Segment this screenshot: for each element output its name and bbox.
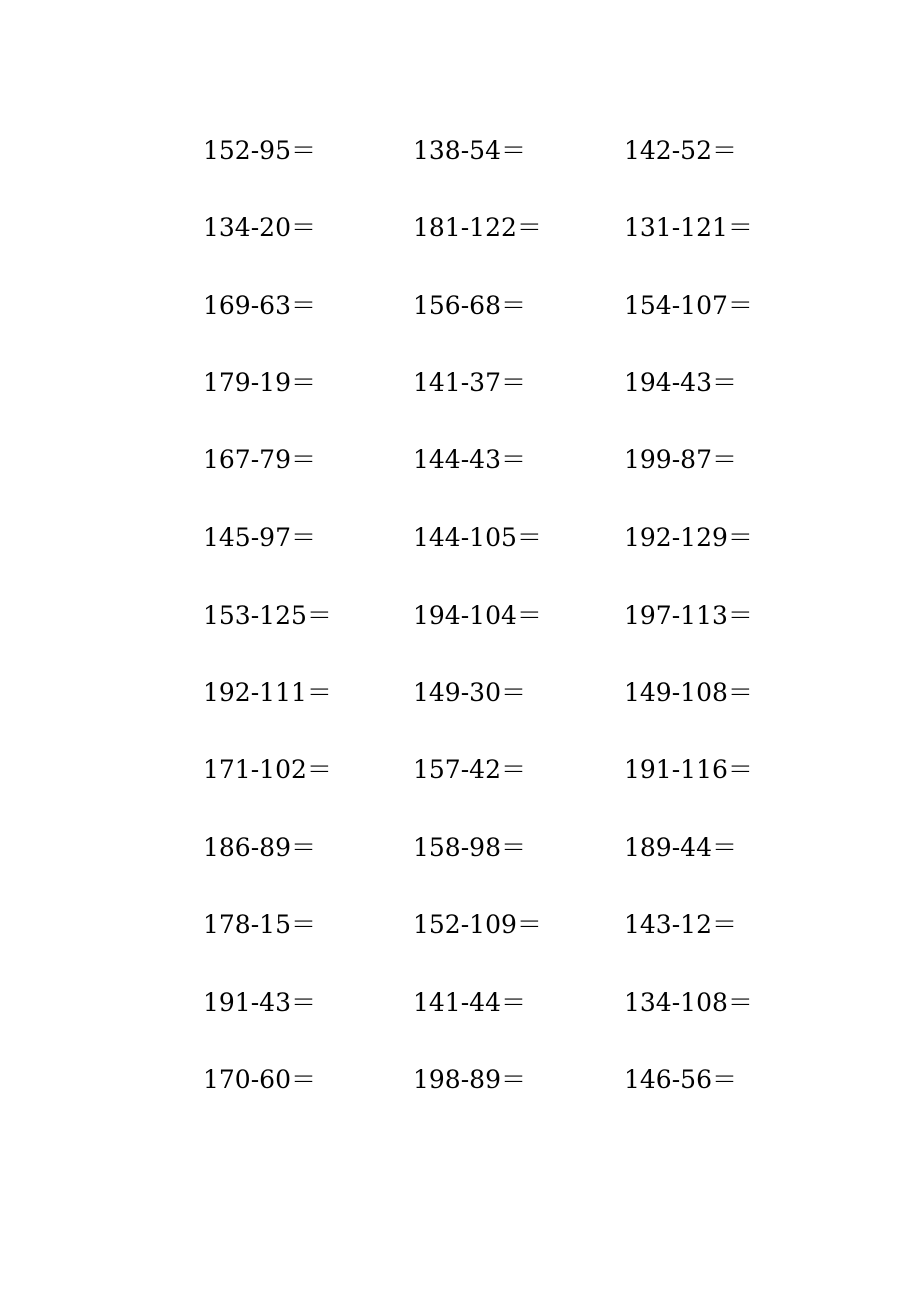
problem: 149-30＝ bbox=[413, 678, 526, 707]
problem: 167-79＝ bbox=[203, 445, 316, 474]
problem: 191-43＝ bbox=[203, 988, 316, 1017]
problem: 154-107＝ bbox=[624, 291, 753, 320]
problem: 146-56＝ bbox=[624, 1065, 737, 1094]
problem: 153-125＝ bbox=[203, 601, 332, 630]
problem-row-13 bbox=[0, 1060, 920, 1100]
problem: 134-20＝ bbox=[203, 213, 316, 242]
problem: 144-105＝ bbox=[413, 523, 542, 552]
problem: 192-129＝ bbox=[624, 523, 753, 552]
problem: 138-54＝ bbox=[413, 136, 526, 165]
problem: 158-98＝ bbox=[413, 833, 526, 862]
problem: 197-113＝ bbox=[624, 601, 753, 630]
problem: 171-102＝ bbox=[203, 755, 332, 784]
problem: 179-19＝ bbox=[203, 368, 316, 397]
problem: 198-89＝ bbox=[413, 1065, 526, 1094]
problem-row-12 bbox=[0, 983, 920, 1023]
problem: 157-42＝ bbox=[413, 755, 526, 784]
problem: 170-60＝ bbox=[203, 1065, 316, 1094]
problem: 131-121＝ bbox=[624, 213, 753, 242]
problem: 145-97＝ bbox=[203, 523, 316, 552]
problem-row-3 bbox=[0, 286, 920, 326]
problem: 152-109＝ bbox=[413, 910, 542, 939]
problem: 169-63＝ bbox=[203, 291, 316, 320]
problem: 142-52＝ bbox=[624, 136, 737, 165]
problem: 144-43＝ bbox=[413, 445, 526, 474]
problem: 191-116＝ bbox=[624, 755, 753, 784]
problem: 134-108＝ bbox=[624, 988, 753, 1017]
problem: 178-15＝ bbox=[203, 910, 316, 939]
problem-row-6 bbox=[0, 518, 920, 558]
problem: 141-44＝ bbox=[413, 988, 526, 1017]
problem-row-7 bbox=[0, 596, 920, 636]
problem: 152-95＝ bbox=[203, 136, 316, 165]
problem: 186-89＝ bbox=[203, 833, 316, 862]
problem: 194-43＝ bbox=[624, 368, 737, 397]
problem: 189-44＝ bbox=[624, 833, 737, 862]
problem-row-10 bbox=[0, 828, 920, 868]
problem: 194-104＝ bbox=[413, 601, 542, 630]
problem: 192-111＝ bbox=[203, 678, 332, 707]
problem: 143-12＝ bbox=[624, 910, 737, 939]
problem: 149-108＝ bbox=[624, 678, 753, 707]
problem-row-1 bbox=[0, 131, 920, 171]
problem-row-5 bbox=[0, 440, 920, 480]
problem: 199-87＝ bbox=[624, 445, 737, 474]
problem-row-8 bbox=[0, 673, 920, 713]
problem: 156-68＝ bbox=[413, 291, 526, 320]
problem: 141-37＝ bbox=[413, 368, 526, 397]
problem: 181-122＝ bbox=[413, 213, 542, 242]
problem-row-9 bbox=[0, 750, 920, 790]
problem-row-4 bbox=[0, 363, 920, 403]
problem-row-2 bbox=[0, 208, 920, 248]
problem-row-11 bbox=[0, 905, 920, 945]
